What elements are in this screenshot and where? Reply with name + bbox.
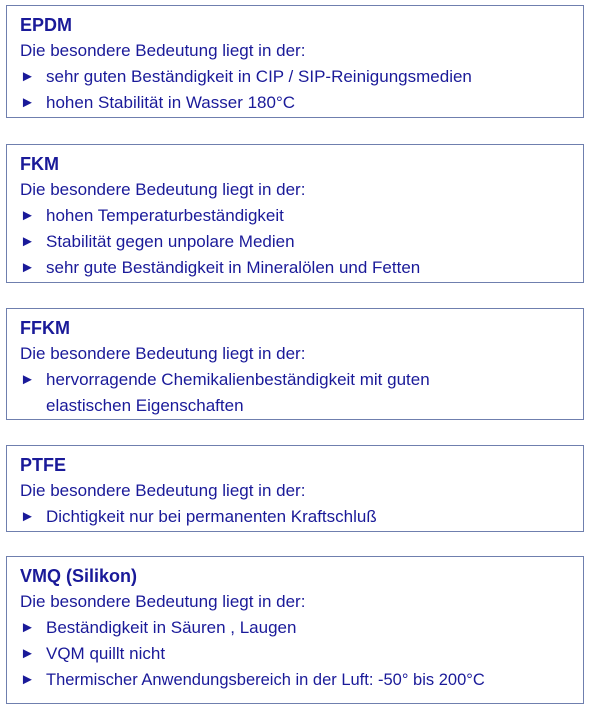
card-intro: Die besondere Bedeutung liegt in der: [20, 481, 306, 500]
bullet-text: Stabilität gegen unpolare Medien [46, 232, 295, 251]
card-title: VMQ (Silikon) [20, 566, 137, 586]
list-item [20, 615, 583, 641]
arrow-right-icon: ► [20, 259, 35, 276]
bullet-text: sehr guten Beständigkeit in CIP / SIP-Reinigungsmedien [46, 67, 472, 86]
card-title: FKM [20, 154, 59, 174]
bullet-text: hervorragende Chemikalienbeständigkeit mit guten elastischen Eigenschaften [46, 370, 430, 415]
arrow-right-icon: ► [20, 619, 35, 636]
bullet-text: Dichtigkeit nur bei permanenten Kraftschluß [46, 507, 377, 526]
arrow-right-icon: ► [20, 233, 35, 250]
bullet-text: sehr gute Beständigkeit in Mineralölen und Fetten [46, 258, 421, 277]
list-item [20, 229, 583, 255]
card-vmq [6, 556, 584, 704]
card-fkm [6, 144, 584, 283]
card-intro: Die besondere Bedeutung liegt in der: [20, 344, 306, 363]
list-item [20, 255, 583, 281]
bullet-text: hohen Temperaturbeständigkeit [46, 206, 284, 225]
list-item [20, 203, 583, 229]
card-intro: Die besondere Bedeutung liegt in der: [20, 592, 306, 611]
arrow-right-icon: ► [20, 508, 35, 525]
arrow-right-icon: ► [20, 371, 35, 388]
list-item [20, 90, 583, 116]
card-epdm [6, 5, 584, 118]
bullet-text: Thermischer Anwendungsbereich in der Luft: -50° bis 200°C [46, 671, 485, 689]
arrow-right-icon: ► [20, 207, 35, 224]
bullet-text: VQM quillt nicht [46, 644, 166, 663]
list-item [20, 504, 583, 530]
bullet-text: hohen Stabilität in Wasser 180°C [46, 93, 296, 112]
list-item [20, 64, 583, 90]
card-title: PTFE [20, 455, 67, 475]
arrow-right-icon: ► [20, 94, 35, 111]
card-ffkm [6, 308, 584, 420]
card-ptfe [6, 445, 584, 532]
arrow-right-icon: ► [20, 68, 35, 85]
list-item [20, 667, 583, 693]
arrow-right-icon: ► [20, 645, 35, 662]
card-intro: Die besondere Bedeutung liegt in der: [20, 180, 306, 199]
bullet-text: Beständigkeit in Säuren , Laugen [46, 618, 297, 637]
card-title: FFKM [20, 318, 70, 338]
list-item [20, 367, 583, 419]
card-title: EPDM [20, 15, 73, 35]
list-item [20, 641, 583, 667]
card-intro: Die besondere Bedeutung liegt in der: [20, 41, 306, 60]
arrow-right-icon: ► [20, 671, 35, 688]
